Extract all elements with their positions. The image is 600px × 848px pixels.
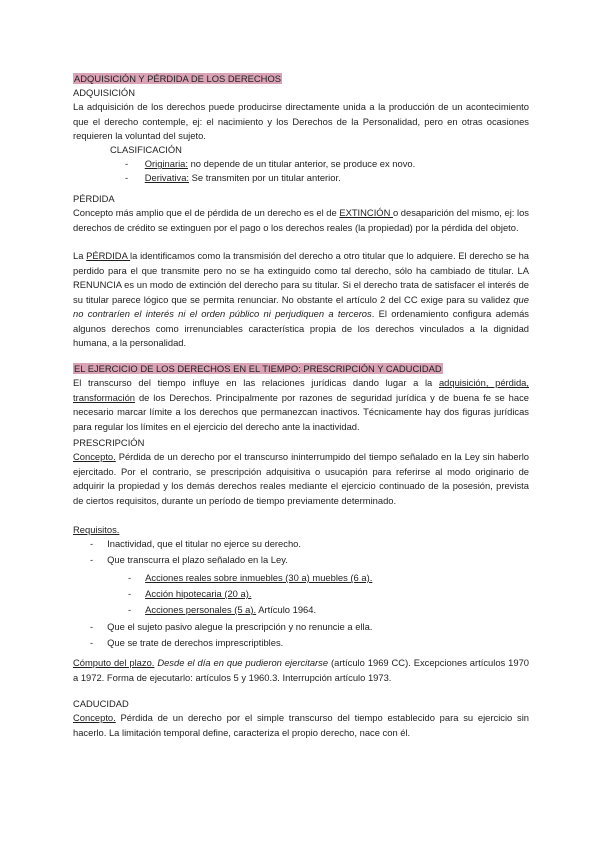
term-derivativa: Derivativa: <box>144 172 190 183</box>
paragraph-prescripcion-concepto: Concepto. Pérdida de un derecho por el transcurso ininterrumpido del tiempo señalado en la Ley sin haberlo ejercitado. Por el contrario, se prescripción adquisitiva o usucapión para referirse al modo originario de adquirir la propiedad y los demás derechos reales mediante el ejercicio continuado de la posesión, prevista de ciertos requisitos, durante un período de tiempo previamente determinado. <box>73 451 529 506</box>
heading-clasificacion: CLASIFICACIÓN <box>110 144 182 155</box>
list-item: - Que se trate de derechos imprescriptibles. <box>90 637 284 648</box>
heading-perdida: PÉRDIDA <box>73 193 115 204</box>
list-item <box>125 157 415 172</box>
bullet-dash: - <box>90 554 94 565</box>
requisitos-label: Requisitos. <box>73 524 120 535</box>
sub-list-item: - Acción hipotecaria (20 a). <box>128 588 252 599</box>
paragraph-computo-plazo: Cómputo del plazo. Desde el día en que pudieron ejercitarse (artículo 1969 CC). Excepciones artículos 1970 a 1972. Forma de ejecutarlo: artículos 5 y 1960.3. Interrupción artículo 1973. <box>73 657 529 683</box>
bullet-dash: - <box>128 588 132 599</box>
bullet-dash: - <box>125 172 129 183</box>
term-originaria: Originaria: <box>144 158 188 169</box>
heading-prescripcion: PRESCRIPCIÓN <box>73 437 145 448</box>
list-item: - Que transcurra el plazo señalado en la Ley. <box>90 554 288 565</box>
bullet-dash: - <box>128 572 132 583</box>
section-title-ejercicio: EL EJERCICIO DE LOS DERECHOS EN EL TIEMPO: PRESCRIPCIÓN Y CADUCIDAD <box>74 363 442 374</box>
bullet-dash: - <box>90 621 94 632</box>
paragraph-intro-tiempo: El transcurso del tiempo influye en las relaciones jurídicas dando lugar a la adquisición, pérdida, transformación de los Derechos. Principalmente por razones de seguridad jurídica y de buena fe se hace necesario marcar límite a los derechos que permanezcan inactivos. Técnicamente hay dos figuras jurídicas para regular los límites en el ejercicio del derecho ante la inactividad. <box>73 377 529 432</box>
paragraph-perdida: La PÉRDIDA la identificamos como la transmisión del derecho a otro titular que lo adquiere. El derecho se ha perdido para el que transmite pero no se ha extinguido como tal derecho, sólo ha cambiado de titular. LA RENUNCIA es un modo de extinción del derecho para su titular. Si el derecho trata de satisfacer el interés de su titular parece lógico que se permita renunciar. No obstante el artículo 2 del CC exige para su validez que no contraríen el interés ni el orden público ni perjudiquen a terceros. El ordenamiento configura además algunos derechos como irrenunciables característica propia de los derechos vinculados a la dignidad humana, a la personalidad. <box>73 250 529 348</box>
heading-adquisicion: ADQUISICIÓN <box>73 87 135 98</box>
list-item-text: no depende de un titular anterior, se produce ex novo. <box>187 158 416 169</box>
bullet-dash: - <box>125 158 129 169</box>
section-title-adquisicion-perdida: ADQUISICIÓN Y PÉRDIDA DE LOS DERECHOS <box>74 73 281 84</box>
bullet-dash: - <box>90 637 94 648</box>
list-item: - Que el sujeto pasivo alegue la prescripción y no renuncie a ella. <box>90 621 373 632</box>
bullet-dash: - <box>90 538 94 549</box>
bullet-dash: - <box>128 604 132 615</box>
sub-list-item: - Acciones personales (5 a). Artículo 1964. <box>128 604 317 615</box>
paragraph-caducidad-concepto: Concepto. Pérdida de un derecho por el simple transcurso del tiempo establecido para su ejercicio sin hacerlo. La limitación temporal define, caracteriza el propio derecho, nace con él. <box>73 712 529 738</box>
heading-caducidad: CADUCIDAD <box>73 698 129 709</box>
paragraph-adquisicion: La adquisición de los derechos puede producirse directamente unida a la producción de un acontecimiento que el derecho contemple, ej: el nacimiento y los Derechos de la Personalidad, pero en otras ocasiones requieren la voluntad del sujeto. <box>73 101 529 141</box>
list-item <box>125 171 341 186</box>
list-item: - Inactividad, que el titular no ejerce su derecho. <box>90 538 301 549</box>
list-item-text: Se transmiten por un titular anterior. <box>189 172 341 183</box>
sub-list-item: - Acciones reales sobre inmuebles (30 a) muebles (6 a). <box>128 572 373 583</box>
paragraph-extincion: Concepto más amplio que el de pérdida de un derecho es el de EXTINCIÓN o desaparición del mismo, ej: los derechos de crédito se extinguen por el pago o los derechos reales (la propiedad) por la pérdida del objeto. <box>73 207 529 233</box>
